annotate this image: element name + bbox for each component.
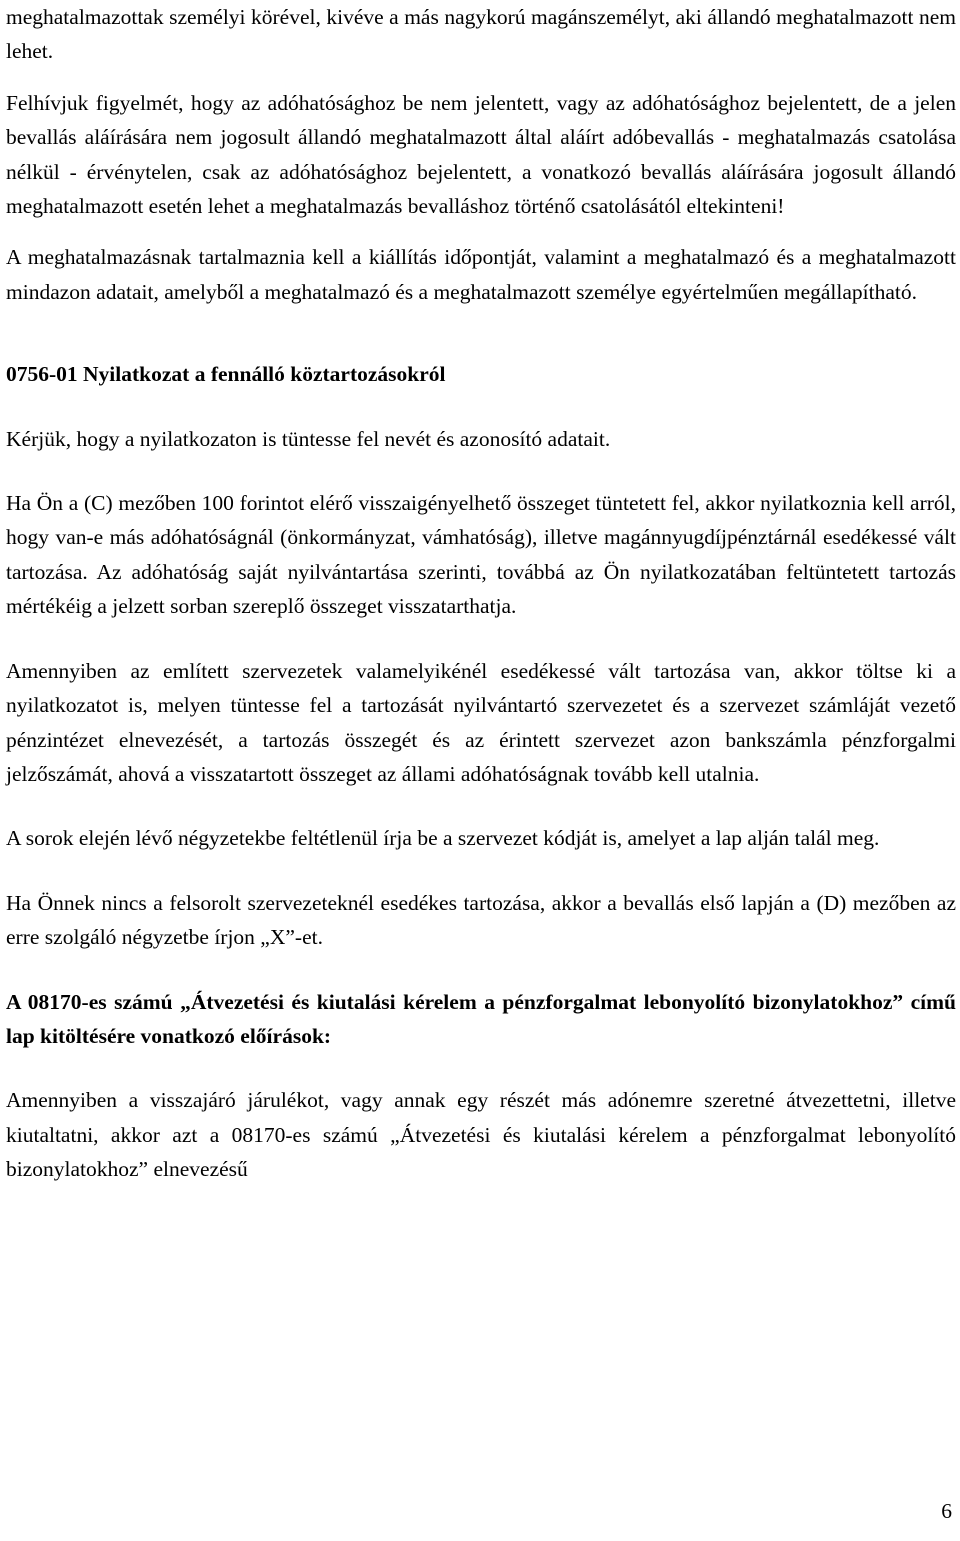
- paragraph-debt-declaration: Amennyiben az említett szervezetek valamelyikénél esedékessé vált tartozása van, akkor töltse ki a nyilatkozatot is, melyen tüntesse fel a tartozását nyilvántartó szervezetet és a szervezet számláját vezető pénzintézet elnevezését, a tartozás összegét és az érintett szervezet azon bankszámla pénzforgalmi jelzőszámát, ahová a visszatartott összeget az állami adóhatóságnak tovább kell utalnia.: [6, 658, 956, 786]
- paragraph-authorized-persons: meghatalmazottak személyi körével, kivéve a más nagykorú magánszemélyt, aki állandó meghatalmazott nem lehet.: [6, 5, 956, 64]
- section-heading-08170: A 08170-es számú „Átvezetési és kiutalási kérelem a pénzforgalmat lebonyolító bizonylatokhoz” című lap kitöltésére vonatkozó előírások:: [6, 989, 956, 1048]
- section-heading-0756-01: 0756-01 Nyilatkozat a fennálló köztartozásokról: [6, 362, 446, 387]
- paragraph-authorization-content: A meghatalmazásnak tartalmaznia kell a kiállítás időpontját, valamint a meghatalmazó és a meghatalmazott mindazon adatait, amelyből a meghatalmazó és a meghatalmazott személye egyértelműen megállapítható.: [6, 245, 956, 304]
- page-number: 6: [941, 1499, 952, 1523]
- paragraph-refund-declaration: Ha Ön a (C) mezőben 100 forintot elérő visszaigényelhető összeget tüntetett fel, akkor nyilatkoznia kell arról, hogy van-e más adóhatóságnál (önkormányzat, vámhatóság), illetve magánnyugdíjpénztárnál esedékessé vált tartozása. Az adóhatóság saját nyilvántartása szerinti, továbbá az Ön nyilatkozatában feltüntetett tartozás mértékéig a jelzett sorban szereplő összeget visszatarthatja.: [6, 491, 956, 619]
- paragraph-no-debt-instruction: Ha Önnek nincs a felsorolt szervezeteknél esedékes tartozása, akkor a bevallás első lapján a (D) mezőben az erre szolgáló négyzetbe írjon „X”-et.: [6, 890, 956, 950]
- paragraph-identification-request: Kérjük, hogy a nyilatkozaton is tüntesse fel nevét és azonosító adatait.: [6, 426, 611, 451]
- paragraph-invalid-signature-warning: Felhívjuk figyelmét, hogy az adóhatósághoz be nem jelentett, vagy az adóhatósághoz bejelentett, de a jelen bevallás aláírására nem jogosult állandó meghatalmazott által aláírt adóbevallás - meghatalmazás csatolása nélkül - érvénytelen, csak az adóhatósághoz bejelentett, a vonatkozó bevallás aláírására jogosult állandó meghatalmazott esetén lehet a meghatalmazás bevalláshoz történő csatolásától eltekinteni!: [6, 90, 956, 219]
- document-page: [6, 0, 956, 1187]
- paragraph-organization-code: A sorok elején lévő négyzetekbe feltétlenül írja be a szervezet kódját is, amelyet a lap alján talál meg.: [6, 826, 880, 851]
- paragraph-transfer-request: Amennyiben a visszajáró járulékot, vagy annak egy részét más adónemre szeretné átvezettetni, illetve kiutaltatni, akkor azt a 08170-es számú „Átvezetési és kiutalási kérelem a pénzforgalmat lebonyolító bizonylatokhoz” elnevezésű: [6, 1088, 956, 1182]
